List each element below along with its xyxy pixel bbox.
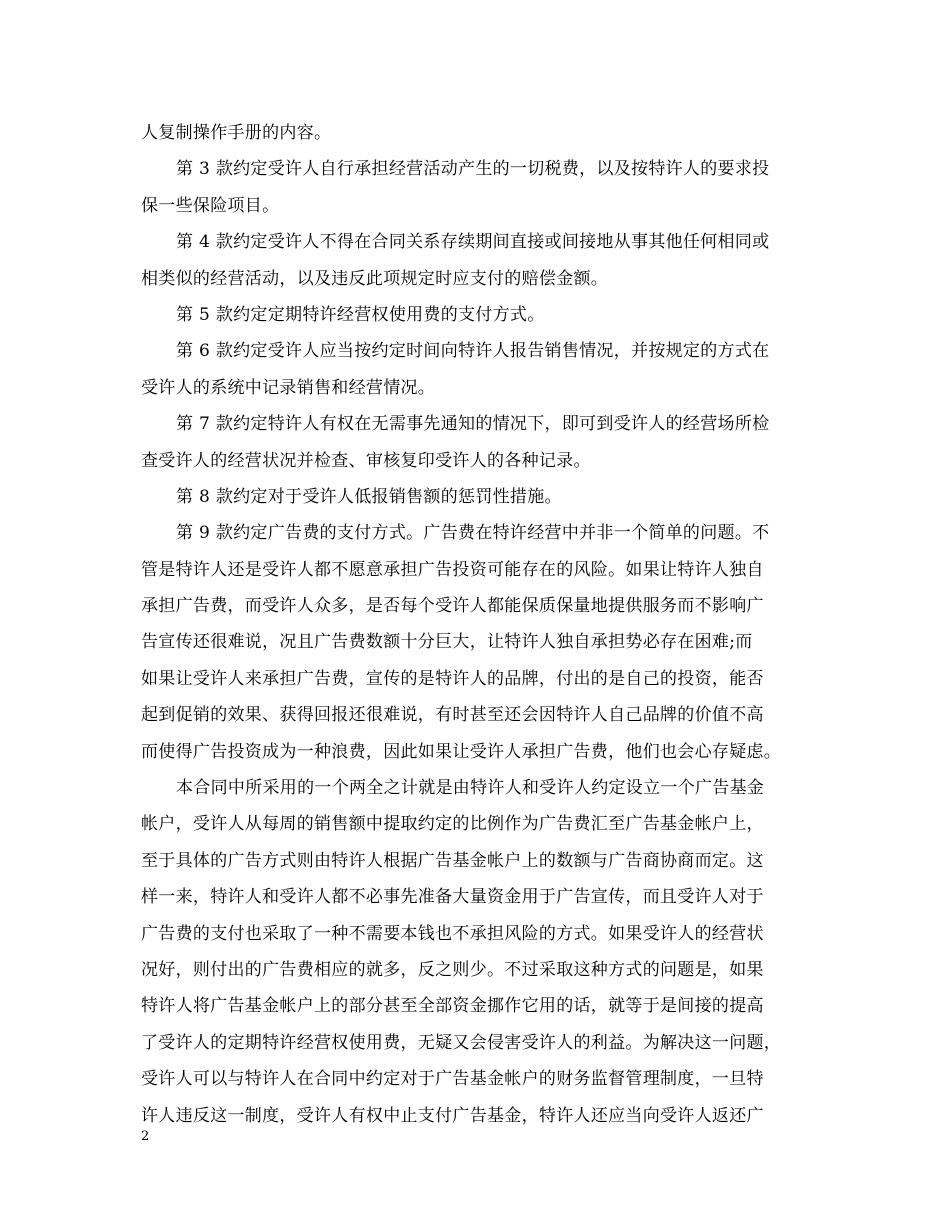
text-line: 第 6 款约定受许人应当按约定时间向特许人报告销售情况，并按规定的方式在 xyxy=(176,341,770,362)
page-number: 2 xyxy=(141,1129,150,1144)
text-line: 受许人可以与特许人在合同中约定对于广告基金帐户的财务监督管理制度，一旦特 xyxy=(141,1069,764,1090)
text-line: 查受许人的经营状况并检查、审核复印受许人的各种记录。 xyxy=(141,450,591,471)
body-text xyxy=(141,115,813,1134)
text-line: 保一些保险项目。 xyxy=(141,195,280,216)
text-line: 本合同中所采用的一个两全之计就是由特许人和受许人约定设立一个广告基金 xyxy=(176,778,765,799)
text-line: 告宣传还很难说，况且广告费数额十分巨大，让特许人独自承担势必存在困难;而 xyxy=(141,632,753,653)
text-line: 样一来，特许人和受许人都不必事先准备大量资金用于广告宣传，而且受许人对于 xyxy=(141,887,764,908)
text-line: 第 9 款约定广告费的支付方式。广告费在特许经营中并非一个简单的问题。不 xyxy=(176,523,770,544)
text-line: 第 4 款约定受许人不得在合同关系存续期间直接或间接地从事其他任何相同或 xyxy=(176,232,770,253)
text-line: 许人违反这一制度，受许人有权中止支付广告基金，特许人还应当向受许人返还广 xyxy=(141,1105,764,1126)
text-line: 相类似的经营活动，以及违反此项规定时应支付的赔偿金额。 xyxy=(141,268,609,289)
text-line: 第 3 款约定受许人自行承担经营活动产生的一切税费，以及按特许人的要求投 xyxy=(176,159,770,180)
text-line: 而使得广告投资成为一种浪费，因此如果让受许人承担广告费，他们也会心存疑虑。 xyxy=(141,741,782,762)
text-line: 起到促销的效果、获得回报还很难说，有时甚至还会因特许人自己品牌的价值不高 xyxy=(141,705,764,726)
text-line: 第 8 款约定对于受许人低报销售额的惩罚性措施。 xyxy=(176,486,562,507)
text-line: 人复制操作手册的内容。 xyxy=(141,123,332,143)
text-line: 了受许人的定期特许经营权使用费，无疑又会侵害受许人的利益。为解决这一问题， xyxy=(141,1032,782,1053)
text-line: 受许人的系统中记录销售和经营情况。 xyxy=(141,377,436,398)
text-line: 管是特许人还是受许人都不愿意承担广告投资可能存在的风险。如果让特许人独自 xyxy=(141,559,764,580)
text-line: 特许人将广告基金帐户上的部分甚至全部资金挪作它用的话，就等于是间接的提高 xyxy=(141,996,764,1017)
text-line: 承担广告费，而受许人众多，是否每个受许人都能保质保量地提供服务而不影响广 xyxy=(141,596,764,617)
text-line: 至于具体的广告方式则由特许人根据广告基金帐户上的数额与广告商协商而定。这 xyxy=(141,850,764,871)
text-line: 第 7 款约定特许人有权在无需事先通知的情况下，即可到受许人的经营场所检 xyxy=(176,414,770,435)
text-line: 第 5 款约定定期特许经营权使用费的支付方式。 xyxy=(176,304,545,325)
text-line: 如果让受许人来承担广告费，宣传的是特许人的品牌，付出的是自己的投资，能否 xyxy=(141,668,764,689)
text-line: 况好，则付出的广告费相应的就多，反之则少。不过采取这种方式的问题是，如果 xyxy=(141,959,764,980)
text-line: 广告费的支付也采取了一种不需要本钱也不承担风险的方式。如果受许人的经营状 xyxy=(141,923,764,944)
text-line: 帐户，受许人从每周的销售额中提取约定的比例作为广告费汇至广告基金帐户上， xyxy=(141,814,764,835)
